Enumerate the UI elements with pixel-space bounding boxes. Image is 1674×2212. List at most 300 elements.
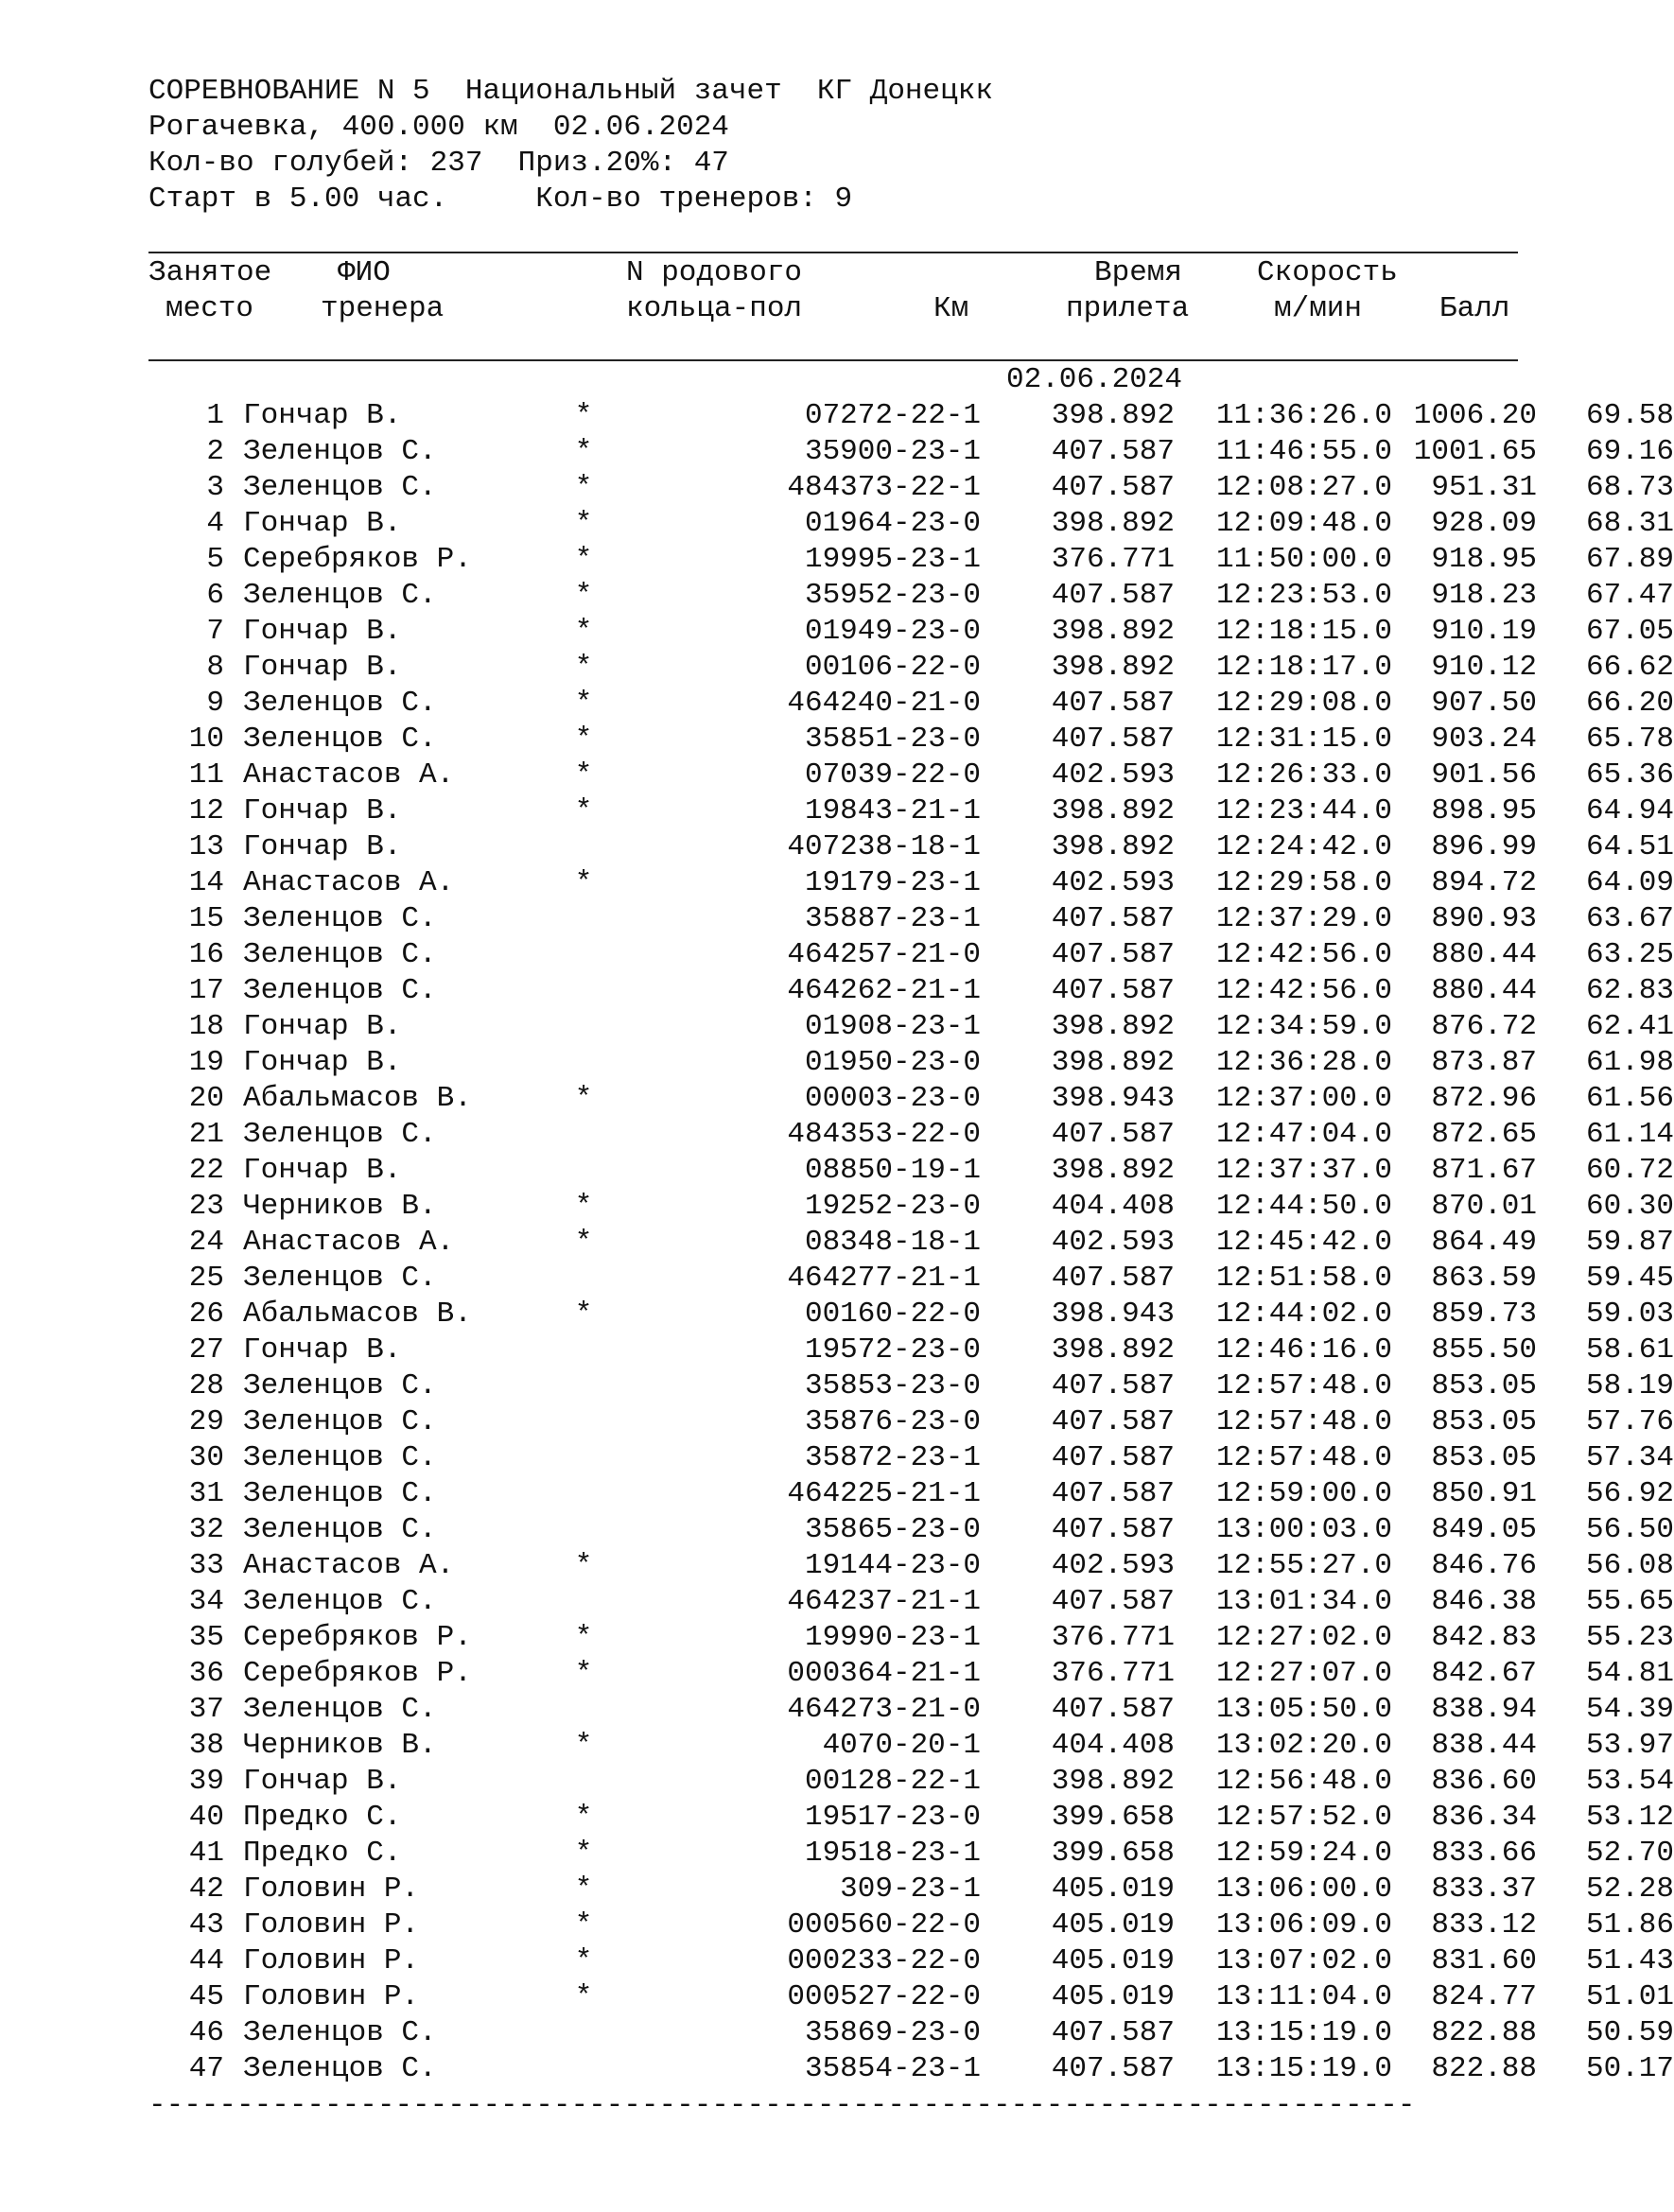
cell-place: 38 (188, 1729, 224, 1762)
cell-speed: 907.50 (1431, 687, 1537, 720)
cell-speed: 910.12 (1431, 651, 1537, 684)
cell-time: 13:11:04.0 (1215, 1980, 1392, 2013)
cell-km: 405.019 (1051, 1980, 1175, 2013)
cell-star: * (574, 471, 593, 504)
cell-name: Анастасов А. (243, 758, 455, 792)
cell-score: 60.30 (1585, 1190, 1674, 1223)
col-name-label-1: ФИО (338, 256, 391, 289)
cell-speed: 910.19 (1431, 615, 1537, 648)
cell-km: 405.019 (1051, 1944, 1175, 1977)
cell-time: 12:51:58.0 (1215, 1262, 1392, 1295)
cell-speed: 855.50 (1431, 1333, 1537, 1367)
cell-score: 51.43 (1585, 1944, 1674, 1977)
cell-ring: 19572-23-0 (804, 1333, 981, 1367)
table-row (148, 542, 1674, 578)
cell-place: 42 (188, 1872, 224, 1906)
table-row (148, 398, 1674, 434)
table-row (148, 1836, 1674, 1872)
cell-name: Серебряков Р. (243, 1657, 472, 1690)
cell-time: 12:59:00.0 (1215, 1477, 1392, 1510)
cell-star: * (574, 579, 593, 612)
cell-ring: 35865-23-0 (804, 1513, 981, 1546)
cell-star: * (574, 1549, 593, 1582)
cell-time: 12:57:48.0 (1215, 1369, 1392, 1402)
footer-dashed-rule: ------------------------------------------------------------------------ (148, 2089, 1416, 2122)
cell-name: Гончар В. (243, 507, 402, 540)
cell-star: * (574, 435, 593, 468)
cell-place: 13 (188, 830, 224, 863)
cell-name: Головин Р. (243, 1980, 420, 2013)
cell-name: Гончар В. (243, 615, 402, 648)
cell-score: 61.98 (1585, 1046, 1674, 1079)
table-row (148, 506, 1674, 542)
cell-km: 402.593 (1051, 1226, 1175, 1259)
cell-km: 398.892 (1051, 399, 1175, 432)
header-top-rule (148, 252, 1518, 253)
table-row (148, 1368, 1674, 1404)
cell-km: 398.943 (1051, 1082, 1175, 1115)
cell-star: * (574, 1837, 593, 1870)
cell-km: 407.587 (1051, 1441, 1175, 1474)
cell-ring: 08348-18-1 (804, 1226, 981, 1259)
cell-ring: 07272-22-1 (804, 399, 981, 432)
cell-km: 376.771 (1051, 543, 1175, 576)
cell-km: 407.587 (1051, 723, 1175, 756)
cell-km: 398.892 (1051, 1046, 1175, 1079)
cell-ring: 19990-23-1 (804, 1621, 981, 1654)
table-row (148, 434, 1674, 470)
table-row (148, 1440, 1674, 1476)
cell-name: Гончар В. (243, 794, 402, 827)
cell-speed: 831.60 (1431, 1944, 1537, 1977)
cell-place: 6 (206, 579, 224, 612)
cell-star: * (574, 1621, 593, 1654)
table-row (148, 1800, 1674, 1836)
cell-star: * (574, 723, 593, 756)
cell-star: * (574, 1729, 593, 1762)
table-row (148, 1117, 1674, 1153)
cell-score: 51.86 (1585, 1908, 1674, 1942)
cell-score: 51.01 (1585, 1980, 1674, 2013)
cell-ring: 000560-22-0 (787, 1908, 981, 1942)
table-row (148, 829, 1674, 865)
cell-score: 62.41 (1585, 1010, 1674, 1043)
cell-place: 24 (188, 1226, 224, 1259)
table-row (148, 1872, 1674, 1907)
cell-name: Зеленцов С. (243, 938, 437, 971)
cell-km: 407.587 (1051, 435, 1175, 468)
cell-name: Гончар В. (243, 1333, 402, 1367)
cell-time: 12:37:29.0 (1215, 902, 1392, 935)
cell-place: 15 (188, 902, 224, 935)
cell-speed: 870.01 (1431, 1190, 1537, 1223)
cell-speed: 890.93 (1431, 902, 1537, 935)
table-row (148, 1404, 1674, 1440)
cell-speed: 896.99 (1431, 830, 1537, 863)
cell-km: 398.892 (1051, 1010, 1175, 1043)
cell-km: 407.587 (1051, 1262, 1175, 1295)
cell-place: 32 (188, 1513, 224, 1546)
table-row (148, 1045, 1674, 1081)
cell-km: 399.658 (1051, 1837, 1175, 1870)
cell-speed: 928.09 (1431, 507, 1537, 540)
cell-place: 18 (188, 1010, 224, 1043)
cell-place: 4 (206, 507, 224, 540)
cell-speed: 838.94 (1431, 1693, 1537, 1726)
cell-ring: 464277-21-1 (787, 1262, 981, 1295)
table-row (148, 1225, 1674, 1261)
cell-km: 407.587 (1051, 974, 1175, 1007)
cell-name: Зеленцов С. (243, 974, 437, 1007)
cell-time: 12:45:42.0 (1215, 1226, 1392, 1259)
cell-time: 13:06:09.0 (1215, 1908, 1392, 1942)
col-place-label-1: Занятое (148, 256, 272, 289)
cell-time: 12:57:52.0 (1215, 1801, 1392, 1834)
cell-speed: 849.05 (1431, 1513, 1537, 1546)
cell-ring: 484353-22-0 (787, 1118, 981, 1151)
col-speed-label-1: Скорость (1257, 256, 1398, 289)
cell-score: 55.65 (1585, 1585, 1674, 1618)
cell-speed: 842.67 (1431, 1657, 1537, 1690)
cell-time: 12:23:53.0 (1215, 579, 1392, 612)
cell-km: 376.771 (1051, 1621, 1175, 1654)
table-row (148, 1548, 1674, 1584)
cell-time: 12:37:00.0 (1215, 1082, 1392, 1115)
cell-ring: 00106-22-0 (804, 651, 981, 684)
cell-speed: 1001.65 (1413, 435, 1537, 468)
cell-place: 2 (206, 435, 224, 468)
cell-km: 402.593 (1051, 758, 1175, 792)
cell-score: 50.17 (1585, 2052, 1674, 2085)
col-score-label: Балл (1439, 292, 1510, 325)
cell-place: 20 (188, 1082, 224, 1115)
cell-score: 62.83 (1585, 974, 1674, 1007)
cell-ring: 407238-18-1 (787, 830, 981, 863)
cell-speed: 880.44 (1431, 938, 1537, 971)
cell-ring: 464240-21-0 (787, 687, 981, 720)
cell-km: 398.892 (1051, 794, 1175, 827)
cell-ring: 35851-23-0 (804, 723, 981, 756)
cell-km: 407.587 (1051, 1477, 1175, 1510)
cell-star: * (574, 794, 593, 827)
cell-name: Предко С. (243, 1801, 402, 1834)
cell-place: 7 (206, 615, 224, 648)
cell-km: 398.892 (1051, 1333, 1175, 1367)
cell-km: 407.587 (1051, 687, 1175, 720)
cell-time: 12:18:17.0 (1215, 651, 1392, 684)
cell-score: 52.70 (1585, 1837, 1674, 1870)
cell-speed: 951.31 (1431, 471, 1537, 504)
table-row (148, 722, 1674, 758)
cell-km: 402.593 (1051, 1549, 1175, 1582)
cell-place: 9 (206, 687, 224, 720)
cell-time: 12:09:48.0 (1215, 507, 1392, 540)
cell-name: Зеленцов С. (243, 723, 437, 756)
cell-name: Гончар В. (243, 1046, 402, 1079)
pigeon-count-line: Кол-во голубей: 237 Приз.20%: 47 (148, 147, 729, 180)
cell-speed: 903.24 (1431, 723, 1537, 756)
table-row (148, 1261, 1674, 1297)
cell-ring: 35887-23-1 (804, 902, 981, 935)
cell-time: 12:31:15.0 (1215, 723, 1392, 756)
cell-place: 41 (188, 1837, 224, 1870)
cell-name: Головин Р. (243, 1872, 420, 1906)
cell-km: 407.587 (1051, 902, 1175, 935)
cell-km: 405.019 (1051, 1908, 1175, 1942)
cell-km: 407.587 (1051, 1693, 1175, 1726)
cell-score: 69.16 (1585, 435, 1674, 468)
cell-time: 12:59:24.0 (1215, 1837, 1392, 1870)
cell-place: 34 (188, 1585, 224, 1618)
cell-place: 29 (188, 1405, 224, 1438)
cell-name: Абальмасов В. (243, 1082, 472, 1115)
cell-score: 56.50 (1585, 1513, 1674, 1546)
cell-km: 376.771 (1051, 1657, 1175, 1690)
cell-name: Зеленцов С. (243, 1262, 437, 1295)
cell-speed: 1006.20 (1413, 399, 1537, 432)
cell-km: 398.892 (1051, 1765, 1175, 1798)
cell-place: 35 (188, 1621, 224, 1654)
cell-star: * (574, 1298, 593, 1331)
cell-score: 55.23 (1585, 1621, 1674, 1654)
cell-time: 13:15:19.0 (1215, 2052, 1392, 2085)
cell-name: Зеленцов С. (243, 1369, 437, 1402)
cell-km: 407.587 (1051, 471, 1175, 504)
cell-score: 60.72 (1585, 1154, 1674, 1187)
cell-score: 59.45 (1585, 1262, 1674, 1295)
cell-ring: 464262-21-1 (787, 974, 981, 1007)
cell-ring: 309-23-1 (840, 1872, 981, 1906)
cell-place: 23 (188, 1190, 224, 1223)
cell-ring: 01908-23-1 (804, 1010, 981, 1043)
cell-score: 69.58 (1585, 399, 1674, 432)
cell-score: 53.12 (1585, 1801, 1674, 1834)
cell-name: Гончар В. (243, 1154, 402, 1187)
cell-name: Анастасов А. (243, 1226, 455, 1259)
cell-name: Зеленцов С. (243, 2016, 437, 2049)
cell-speed: 876.72 (1431, 1010, 1537, 1043)
table-row (148, 2051, 1674, 2087)
report-header (148, 74, 1518, 218)
table-row (148, 1009, 1674, 1045)
cell-ring: 00160-22-0 (804, 1298, 981, 1331)
cell-name: Головин Р. (243, 1944, 420, 1977)
table-row (148, 1943, 1674, 1979)
cell-score: 67.47 (1585, 579, 1674, 612)
cell-km: 398.892 (1051, 830, 1175, 863)
cell-star: * (574, 1190, 593, 1223)
cell-speed: 836.34 (1431, 1801, 1537, 1834)
cell-km: 404.408 (1051, 1190, 1175, 1223)
table-row (148, 686, 1674, 722)
cell-time: 12:42:56.0 (1215, 938, 1392, 971)
cell-ring: 464273-21-0 (787, 1693, 981, 1726)
cell-place: 3 (206, 471, 224, 504)
cell-place: 19 (188, 1046, 224, 1079)
cell-time: 13:07:02.0 (1215, 1944, 1392, 1977)
cell-time: 12:27:02.0 (1215, 1621, 1392, 1654)
cell-km: 402.593 (1051, 866, 1175, 899)
cell-name: Гончар В. (243, 1010, 402, 1043)
table-row (148, 937, 1674, 973)
cell-name: Зеленцов С. (243, 1405, 437, 1438)
cell-place: 22 (188, 1154, 224, 1187)
cell-score: 63.67 (1585, 902, 1674, 935)
col-time-label-1: Время (1094, 256, 1183, 289)
cell-star: * (574, 651, 593, 684)
cell-score: 61.14 (1585, 1118, 1674, 1151)
cell-time: 12:23:44.0 (1215, 794, 1392, 827)
cell-km: 399.658 (1051, 1801, 1175, 1834)
cell-speed: 850.91 (1431, 1477, 1537, 1510)
cell-star: * (574, 1980, 593, 2013)
cell-km: 407.587 (1051, 1513, 1175, 1546)
cell-ring: 19518-23-1 (804, 1837, 981, 1870)
cell-km: 404.408 (1051, 1729, 1175, 1762)
cell-name: Зеленцов С. (243, 435, 437, 468)
cell-ring: 08850-19-1 (804, 1154, 981, 1187)
cell-time: 12:57:48.0 (1215, 1441, 1392, 1474)
cell-place: 45 (188, 1980, 224, 2013)
cell-name: Зеленцов С. (243, 1585, 437, 1618)
cell-score: 64.51 (1585, 830, 1674, 863)
cell-place: 37 (188, 1693, 224, 1726)
cell-name: Зеленцов С. (243, 471, 437, 504)
table-row (148, 470, 1674, 506)
table-row (148, 793, 1674, 829)
cell-time: 11:50:00.0 (1215, 543, 1392, 576)
cell-place: 36 (188, 1657, 224, 1690)
cell-score: 56.08 (1585, 1549, 1674, 1582)
table-row (148, 1081, 1674, 1117)
cell-ring: 19144-23-0 (804, 1549, 981, 1582)
cell-star: * (574, 687, 593, 720)
cell-time: 12:47:04.0 (1215, 1118, 1392, 1151)
table-row (148, 1656, 1674, 1692)
cell-speed: 846.38 (1431, 1585, 1537, 1618)
results-table (148, 398, 1674, 2087)
cell-time: 12:44:02.0 (1215, 1298, 1392, 1331)
cell-km: 398.943 (1051, 1298, 1175, 1331)
cell-name: Серебряков Р. (243, 543, 472, 576)
cell-name: Зеленцов С. (243, 1441, 437, 1474)
cell-ring: 484373-22-1 (787, 471, 981, 504)
cell-star: * (574, 543, 593, 576)
cell-name: Головин Р. (243, 1908, 420, 1942)
cell-km: 407.587 (1051, 1118, 1175, 1151)
cell-speed: 894.72 (1431, 866, 1537, 899)
cell-ring: 19995-23-1 (804, 543, 981, 576)
table-row (148, 1297, 1674, 1332)
cell-name: Анастасов А. (243, 1549, 455, 1582)
table-row (148, 973, 1674, 1009)
cell-ring: 000527-22-0 (787, 1980, 981, 2013)
cell-ring: 35869-23-0 (804, 2016, 981, 2049)
cell-speed: 864.49 (1431, 1226, 1537, 1259)
col-time-label-2: прилета (1066, 292, 1190, 325)
cell-ring: 35853-23-0 (804, 1369, 981, 1402)
cell-time: 13:15:19.0 (1215, 2016, 1392, 2049)
cell-place: 30 (188, 1441, 224, 1474)
cell-speed: 918.23 (1431, 579, 1537, 612)
cell-score: 66.62 (1585, 651, 1674, 684)
cell-score: 67.05 (1585, 615, 1674, 648)
date-separator-label: 02.06.2024 (1005, 363, 1183, 396)
cell-place: 28 (188, 1369, 224, 1402)
cell-star: * (574, 507, 593, 540)
cell-name: Зеленцов С. (243, 1513, 437, 1546)
table-row (148, 614, 1674, 650)
cell-speed: 871.67 (1431, 1154, 1537, 1187)
cell-name: Черников В. (243, 1190, 437, 1223)
cell-km: 407.587 (1051, 1405, 1175, 1438)
cell-km: 398.892 (1051, 651, 1175, 684)
cell-speed: 873.87 (1431, 1046, 1537, 1079)
cell-speed: 822.88 (1431, 2052, 1537, 2085)
cell-score: 65.78 (1585, 723, 1674, 756)
table-row (148, 1476, 1674, 1512)
cell-name: Анастасов А. (243, 866, 455, 899)
cell-ring: 35900-23-1 (804, 435, 981, 468)
cell-name: Зеленцов С. (243, 1693, 437, 1726)
cell-speed: 872.96 (1431, 1082, 1537, 1115)
cell-time: 12:46:16.0 (1215, 1333, 1392, 1367)
cell-place: 40 (188, 1801, 224, 1834)
cell-name: Зеленцов С. (243, 1477, 437, 1510)
cell-score: 64.94 (1585, 794, 1674, 827)
cell-star: * (574, 1944, 593, 1977)
cell-speed: 833.12 (1431, 1908, 1537, 1942)
cell-star: * (574, 866, 593, 899)
cell-star: * (574, 1872, 593, 1906)
cell-place: 14 (188, 866, 224, 899)
cell-time: 12:55:27.0 (1215, 1549, 1392, 1582)
cell-score: 56.92 (1585, 1477, 1674, 1510)
cell-score: 53.54 (1585, 1765, 1674, 1798)
cell-score: 59.87 (1585, 1226, 1674, 1259)
cell-name: Гончар В. (243, 651, 402, 684)
cell-star: * (574, 1801, 593, 1834)
cell-ring: 19517-23-0 (804, 1801, 981, 1834)
cell-speed: 853.05 (1431, 1405, 1537, 1438)
cell-km: 407.587 (1051, 1369, 1175, 1402)
cell-ring: 464237-21-1 (787, 1585, 981, 1618)
cell-name: Зеленцов С. (243, 1118, 437, 1151)
cell-place: 27 (188, 1333, 224, 1367)
cell-name: Зеленцов С. (243, 2052, 437, 2085)
cell-speed: 846.76 (1431, 1549, 1537, 1582)
cell-ring: 4070-20-1 (822, 1729, 981, 1762)
cell-place: 1 (206, 399, 224, 432)
cell-name: Зеленцов С. (243, 687, 437, 720)
cell-ring: 00128-22-1 (804, 1765, 981, 1798)
cell-name: Абальмасов В. (243, 1298, 472, 1331)
cell-place: 11 (188, 758, 224, 792)
start-time-line: Старт в 5.00 час. Кол-во тренеров: 9 (148, 183, 853, 216)
col-km-label: Км (933, 292, 969, 325)
cell-star: * (574, 615, 593, 648)
cell-time: 13:01:34.0 (1215, 1585, 1392, 1618)
cell-place: 33 (188, 1549, 224, 1582)
cell-speed: 833.37 (1431, 1872, 1537, 1906)
cell-score: 63.25 (1585, 938, 1674, 971)
table-row (148, 2015, 1674, 2051)
cell-time: 12:37:37.0 (1215, 1154, 1392, 1187)
cell-score: 54.39 (1585, 1693, 1674, 1726)
cell-name: Зеленцов С. (243, 902, 437, 935)
cell-score: 68.31 (1585, 507, 1674, 540)
cell-speed: 898.95 (1431, 794, 1537, 827)
